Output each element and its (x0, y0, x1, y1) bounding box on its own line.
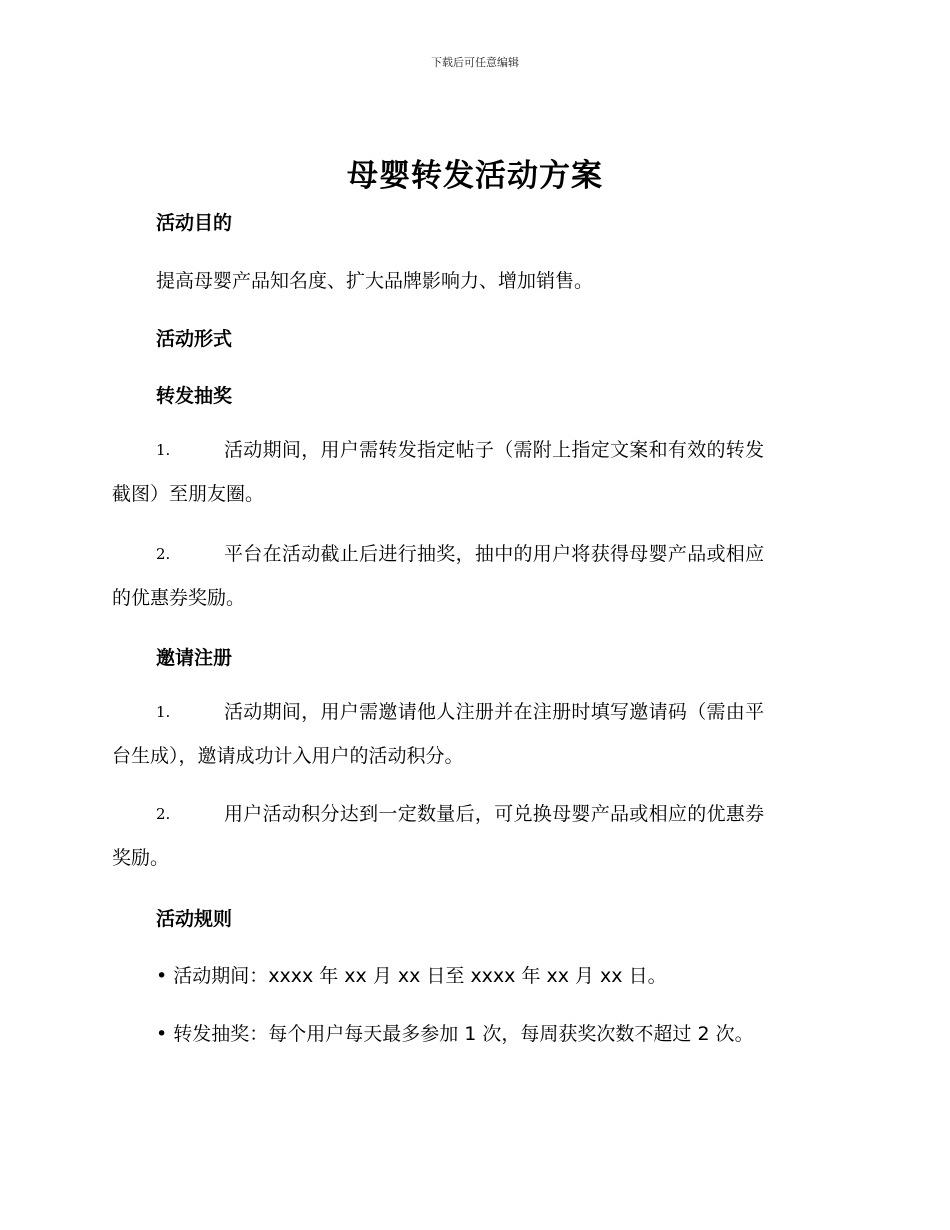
list-text: 平台在活动截止后进行抽奖，抽中的用户将获得母婴产品或相应 (224, 543, 765, 565)
list-text-continued: 台生成），邀请成功计入用户的活动积分。 (112, 745, 464, 767)
lottery-item-2 (112, 532, 832, 620)
list-number: 2. (156, 805, 171, 823)
list-text-continued: 截图）至朋友圈。 (112, 483, 265, 505)
lottery-item-1 (112, 428, 832, 516)
header-note: 下载后可任意编辑 (431, 56, 519, 69)
form-heading: 活动形式 (156, 328, 233, 350)
list-text: 用户活动积分达到一定数量后，可兑换母婴产品或相应的优惠券 (224, 803, 765, 825)
invite-item-2 (112, 792, 832, 880)
list-text-continued: 奖励。 (112, 847, 170, 869)
purpose-heading: 活动目的 (156, 212, 233, 234)
list-text-continued: 的优惠券奖励。 (112, 587, 246, 609)
list-number: 2. (156, 545, 171, 563)
document-title: 母婴转发活动方案 (347, 158, 603, 194)
rule-item: • 活动期间：xxxx 年 xx 月 xx 日至 xxxx 年 xx 月 xx 日。 (156, 965, 667, 987)
purpose-text: 提高母婴产品知名度、扩大品牌影响力、增加销售。 (156, 270, 594, 292)
list-text: 活动期间，用户需转发指定帖子（需附上指定文案和有效的转发 (224, 439, 765, 461)
list-number: 1. (156, 703, 171, 721)
rules-heading: 活动规则 (156, 908, 233, 930)
rule-item: • 转发抽奖：每个用户每天最多参加 1 次，每周获奖次数不超过 2 次。 (156, 1023, 754, 1045)
list-number: 1. (156, 441, 171, 459)
list-text: 活动期间，用户需邀请他人注册并在注册时填写邀请码（需由平 (224, 701, 765, 723)
invite-heading: 邀请注册 (156, 647, 233, 669)
lottery-heading: 转发抽奖 (156, 385, 233, 407)
invite-item-1 (112, 690, 832, 778)
